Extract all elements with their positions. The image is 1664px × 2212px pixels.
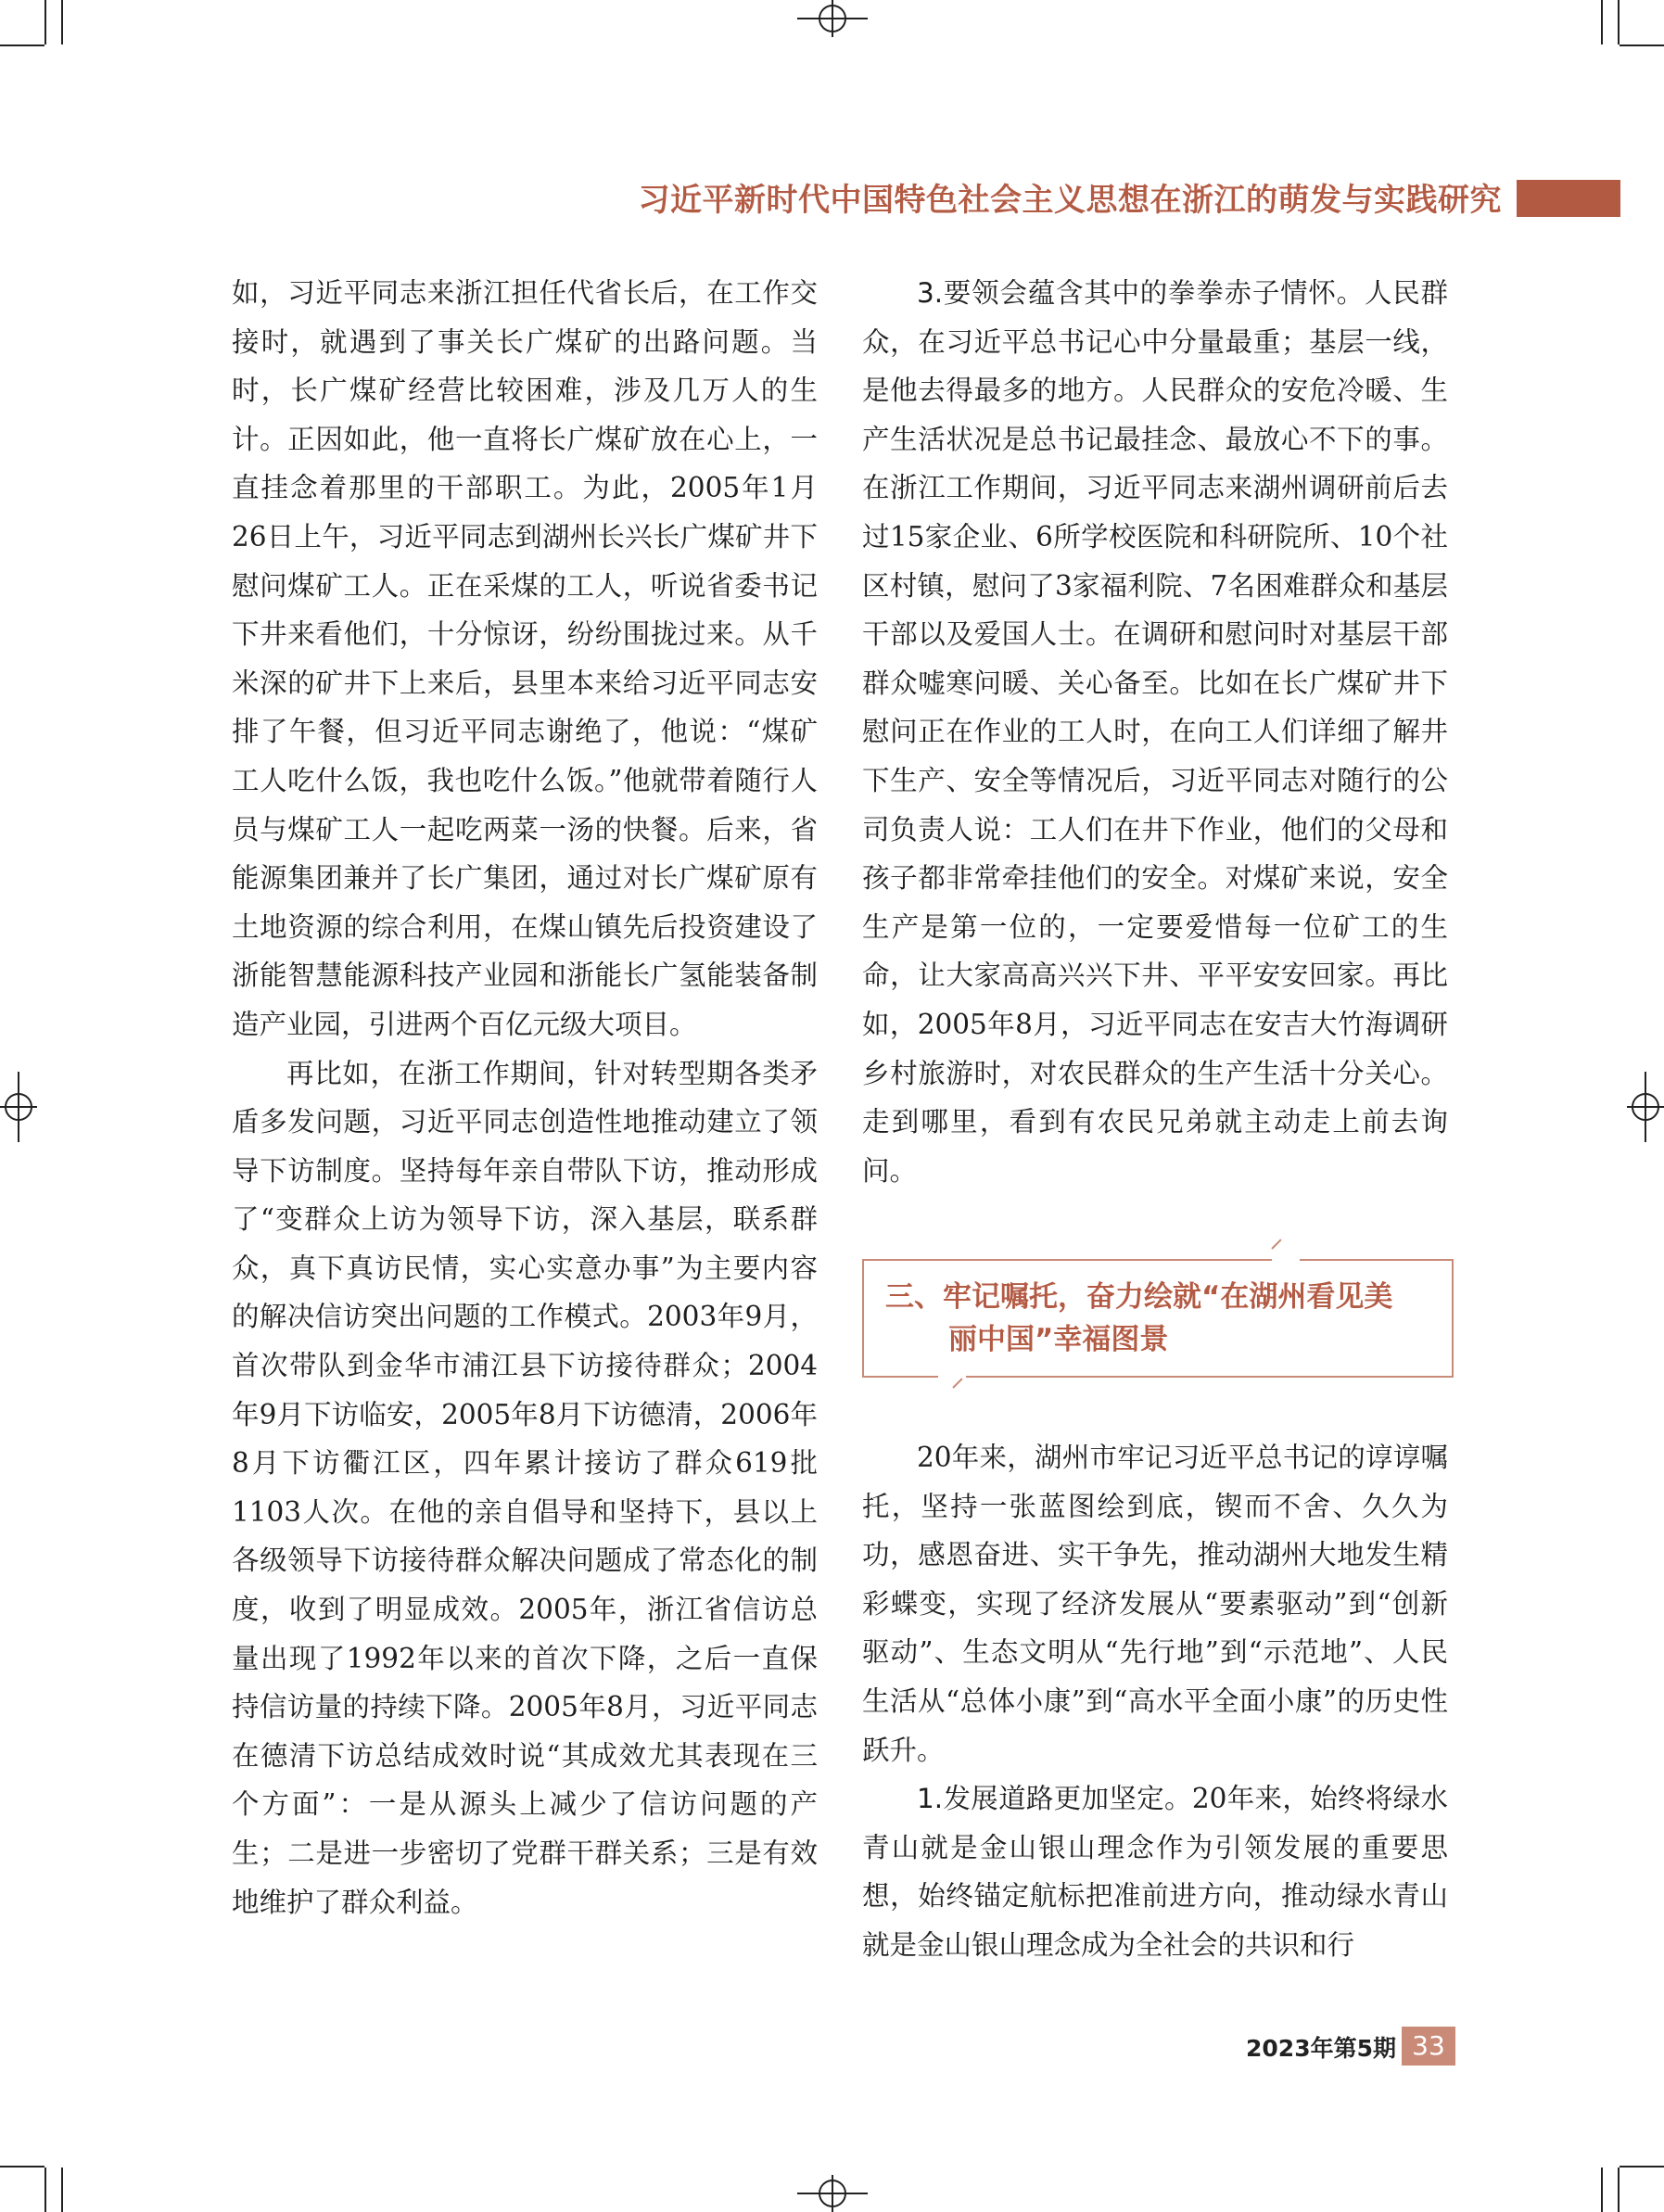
registration-mark-bottom xyxy=(797,2175,868,2212)
paragraph: 再比如，在浙工作期间，针对转型期各类矛盾多发问题，习近平同志创造性地推动建立了领导下访制度。坚持每年亲自带队下访，推动形成了“变群众上访为领导下访，深入基层，联系群众，真下真访民情，实心实意办事”为主要内容的解决信访突出问题的工作模式。2003年9月，首次带队到金华市浦江县下访接待群众；2004年9月下访临安，2005年8月下访德清，2006年8月下访衢江区，四年累计接访了群众619批1103人次。在他的亲自倡导和坚持下，县以上各级领导下访接待群众解决问题成了常态化的制度，收到了明显成效。2005年，浙江省信访总量出现了1992年以来的首次下降，之后一直保持信访量的持续下降。2005年8月，习近平同志在德清下访总结成效时说“其成效尤其表现在三个方面”：一是从源头上减少了信访问题的产生；二是进一步密切了党群干群关系；三是有效地维护了群众利益。 xyxy=(232,1057,818,1918)
header-accent-bar xyxy=(1517,180,1620,217)
registration-mark-left xyxy=(0,1072,37,1142)
crop-mark xyxy=(1620,2166,1664,2168)
page-number: 33 xyxy=(1402,2027,1455,2066)
paragraph-text: 人民群众，在习近平总书记心中分量最重；基层一线，是他去得最多的地方。人民群众的安危冷暖、生产生活状况是总书记最挂念、最放心不下的事。在浙江工作期间，习近平同志来湖州调研前后去过15家企业、6所学校医院和科研院所、10个社区村镇，慰问了3家福利院、7名困难群众和基层干部以及爱国人士。在调研和慰问时对基层干部群众嘘寒问暖、关心备至。比如在长广煤矿井下慰问正在作业的工人时，在向工人们详细了解井下生产、安全等情况后，习近平同志对随行的公司负责人说：工人们在井下作业，他们的父母和孩子都非常牵挂他们的安全。对煤矿来说，安全生产是第一位的，一定要爱惜每一位矿工的生命，让大家高高兴兴下井、平平安安回家。再比如，2005年8月，习近平同志在安吉大竹海调研乡村旅游时，对农民群众的生产生活十分关心。走到哪里，看到有农民兄弟就主动走上前去询问。 xyxy=(862,277,1448,1187)
paragraph: 20年来，湖州市牢记习近平总书记的谆谆嘱托，坚持一张蓝图绘到底，锲而不舍、久久为功，感恩奋进、实干争先，推动湖州大地发生精彩蝶变，实现了经济发展从“要素驱动”到“创新驱动”、生态文明从“先行地”到“示范地”、人民生活从“总体小康”到“高水平全面小康”的历史性跃升。 xyxy=(862,1442,1448,1766)
crop-mark xyxy=(44,2168,46,2212)
crop-mark xyxy=(61,2168,63,2212)
issue-text: 2023年第5期 xyxy=(1246,2035,1396,2062)
crop-mark xyxy=(1618,2168,1620,2212)
paragraph-text: 20年来，始终将绿水青山就是金山银山理念作为引领发展的重要思想，始终锚定航标把准前进方向，推动绿水青山就是金山银山理念成为全社会的共识和行 xyxy=(862,1783,1448,1961)
paragraph: 如，习近平同志来浙江担任代省长后，在工作交接时，就遇到了事关长广煤矿的出路问题。当时，长广煤矿经营比较困难，涉及几万人的生计。正因如此，他一直将长广煤矿放在心上，一直挂念着那里的干部职工。为此，2005年1月26日上午，习近平同志到湖州长兴长广煤矿井下慰问煤矿工人。正在采煤的工人，听说省委书记下井来看他们，十分惊讶，纷纷围拢过来。从千米深的矿井下上来后，县里本来给习近平同志安排了午餐，但习近平同志谢绝了，他说：“煤矿工人吃什么饭，我也吃什么饭。”他就带着随行人员与煤矿工人一起吃两菜一汤的快餐。后来，省能源集团兼并了长广集团，通过对长广煤矿原有土地资源的综合利用，在煤山镇先后投资建设了浙能智慧能源科技产业园和浙能长广氢能装备制造产业园，引进两个百亿元级大项目。 xyxy=(232,277,818,1040)
left-column xyxy=(232,269,818,1926)
paragraph-lead: 1.发展道路更加坚定。 xyxy=(917,1783,1192,1815)
crop-mark xyxy=(0,2166,44,2168)
crop-mark xyxy=(1601,0,1603,44)
registration-mark-top xyxy=(797,0,868,37)
crop-mark xyxy=(1620,44,1664,46)
crop-mark xyxy=(44,0,46,44)
right-column xyxy=(862,269,1448,1195)
crop-mark xyxy=(1601,2168,1603,2212)
crop-mark xyxy=(1618,0,1620,44)
section-heading-line: 三、牢记嘱托，奋力绘就“在湖州看见美 xyxy=(885,1280,1393,1314)
paragraph xyxy=(862,269,1448,1195)
issue-label xyxy=(1214,2028,1396,2069)
crop-mark xyxy=(61,0,63,44)
registration-mark-right xyxy=(1627,1072,1664,1142)
crop-mark xyxy=(0,44,44,46)
right-column-lower xyxy=(862,1433,1448,1970)
paragraph-lead: 3.要领会蕴含其中的拳拳赤子情怀。 xyxy=(917,277,1365,309)
running-title: 习近平新时代中国特色社会主义思想在浙江的萌发与实践研究 xyxy=(638,182,1502,219)
paragraph xyxy=(862,1774,1448,1969)
section-heading-line: 丽中国”幸福图景 xyxy=(948,1323,1169,1356)
section-heading xyxy=(885,1276,1442,1361)
